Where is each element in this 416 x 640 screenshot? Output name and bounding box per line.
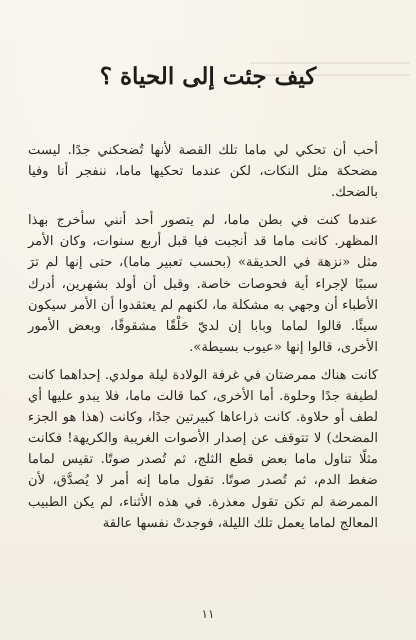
paragraph: أحب أن تحكي لي ماما تلك القصة لأنها تُضحكني جدًا. ليست مضحكة مثل النكات، لكن عندما تحكيها ماما، ننفجر أنا وفيا بالضحك. [28, 143, 378, 201]
paragraph: كانت هناك ممرضتان في غرفة الولادة ليلة مولدي. إحداهما كانت لطيفة جدًا وحلوة. أما الأخرى، كما قالت ماما، فلا يبدو عليها أي لطف أو حلاوة. كانت ذراعاها كبيرتين جدًا، وكانت (هذا هو الجزء المضحك) لا تتوقف عن إصدار الأصوات الغريبة والكريهة! فكانت مثلًا تناول ماما بعض قطع الثلج، ثم تُصدر صوتًا. تقيس لماما ضغط الدم، ثم تُصدر صوتًا. تقول ماما إنه أمر لا يُصدَّق، لأن الممرضة لم تكن تقول معذرة. في هذه الأثناء، لم يكن الطبيب المعالج لماما يعمل تلك الليلة، فوجدتْ نفسها عالقة [28, 367, 378, 531]
paragraph: عندما كنت في بطن ماما، لم يتصور أحد أنني سأخرج بهذا المظهر. كانت ماما قد أنجبت فيا قبل أربع سنوات، وكان الأمر مثل «نزهة في الحديقة» (بحسب تعبير ماما)، حتى إنها لم ترَ سببًا لإجراء أية فحوصات خاصة. وقبل أن أولد بشهرين، أدرك الأطباء أن وجهي به مشكلة ما، لكنهم لم يعتقدوا أن الأمر سيكون سيئًا. قالوا لماما وبابا إن لديّ حَلْقًا مشقوقًا، وبعض الأمور الأخرى، قالوا إنها «عيوب بسيطة». [28, 213, 378, 355]
chapter-title: كيف جئت إلى الحياة ؟ [99, 63, 317, 91]
chapter-body [28, 140, 378, 541]
page-number: ١١ [201, 607, 215, 621]
